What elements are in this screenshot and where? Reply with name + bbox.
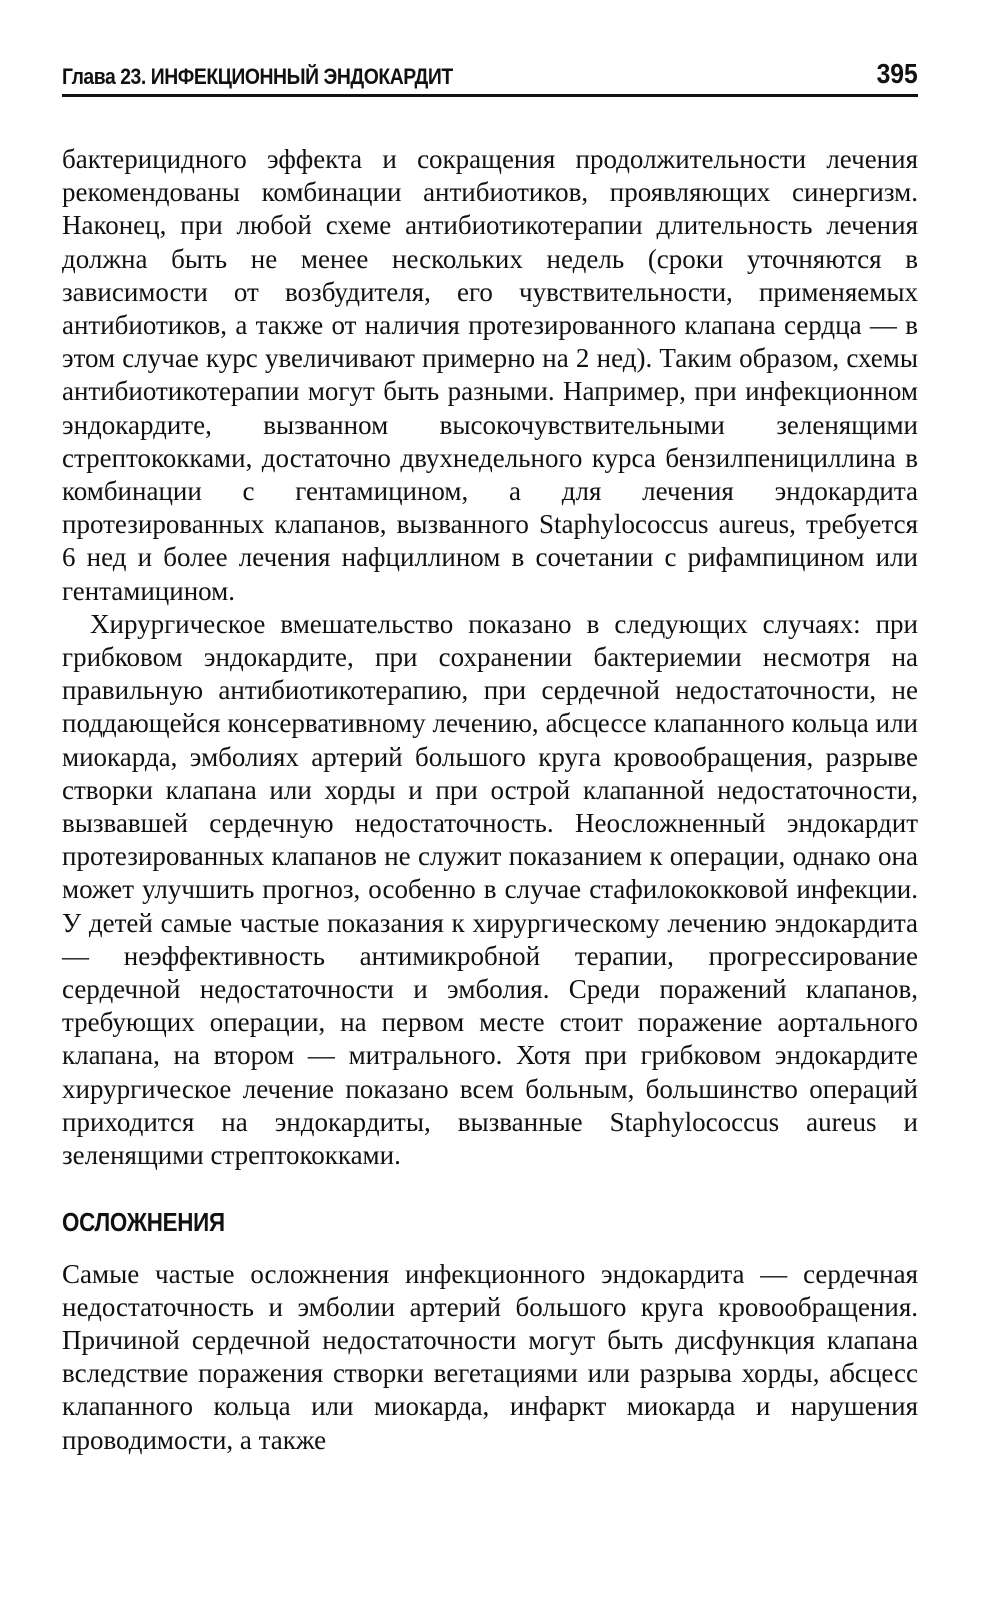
book-page — [62, 50, 918, 1457]
body-text — [62, 143, 918, 1457]
section-heading-complications: ОСЛОЖНЕНИЯ — [62, 1207, 225, 1238]
chapter-title: Глава 23. ИНФЕКЦИОННЫЙ ЭНДОКАРДИТ — [62, 64, 453, 89]
paragraph-continued: бактерицидного эффекта и сокращения продолжительности лечения рекомендованы комбинации антибиотиков, проявляющих синергизм. Наконец, при любой схеме антибиотикотерапии длительность лечения должна быть не менее нескольких недель (сроки уточняются в зависимости от возбудителя, его чувствительности, применяемых антибиотиков, а также от наличия протезированного клапана сердца — в этом случае курс увеличивают примерно на 2 нед). Таким образом, схемы антибиотикотерапии могут быть разными. Например, при инфекционном эндокардите, вызванном высокочувствительными зеленящими стрептококками, достаточно двухнедельного курса бензилпенициллина в комбинации с гентамицином, а для лечения эндокардита протезированных клапанов, вызванного Staphylococcus aureus, требуется 6 нед и более лечения нафциллином в сочетании с рифампицином или гентамицином. — [62, 144, 918, 606]
page-number: 395 — [876, 58, 918, 89]
paragraph-complications: Самые частые осложнения инфекционного эндокардита — сердечная недостаточность и эмболии артерий большого круга кровообращения. Причиной сердечной недостаточности могут быть дисфункция клапана вследствие поражения створки вегетациями или разрыва хорды, абсцесс клапанного кольца или миокарда, инфаркт миокарда и нарушения проводимости, а также — [62, 1258, 918, 1455]
paragraph-surgery: Хирургическое вмешательство показано в следующих случаях: при грибковом эндокардите, при сохранении бактериемии несмотря на правильную антибиотикотерапию, при сердечной недостаточности, не поддающейся консервативному лечению, абсцессе клапанного кольца или миокарда, эмболиях артерий большого круга кровообращения, разрыве створки клапана или хорды и при острой клапанной недостаточности, вызвавшей сердечную недостаточность. Неосложненный эндокардит протезированных клапанов не служит показанием к операции, однако она может улучшить прогноз, особенно в случае стафилококковой инфекции. У детей самые частые показания к хирургическому лечению эндокардита — неэффективность антимикробной терапии, прогрессирование сердечной недостаточности и эмболия. Среди поражений клапанов, требующих операции, на первом месте стоит поражение аортального клапана, на втором — митрального. Хотя при грибковом эндокардите хирургическое лечение показано всем больным, большинство операций приходится на эндокардиты, вызванные Staphylococcus aureus и зеленящими стрептококками. — [62, 608, 918, 1171]
running-head — [62, 50, 918, 97]
